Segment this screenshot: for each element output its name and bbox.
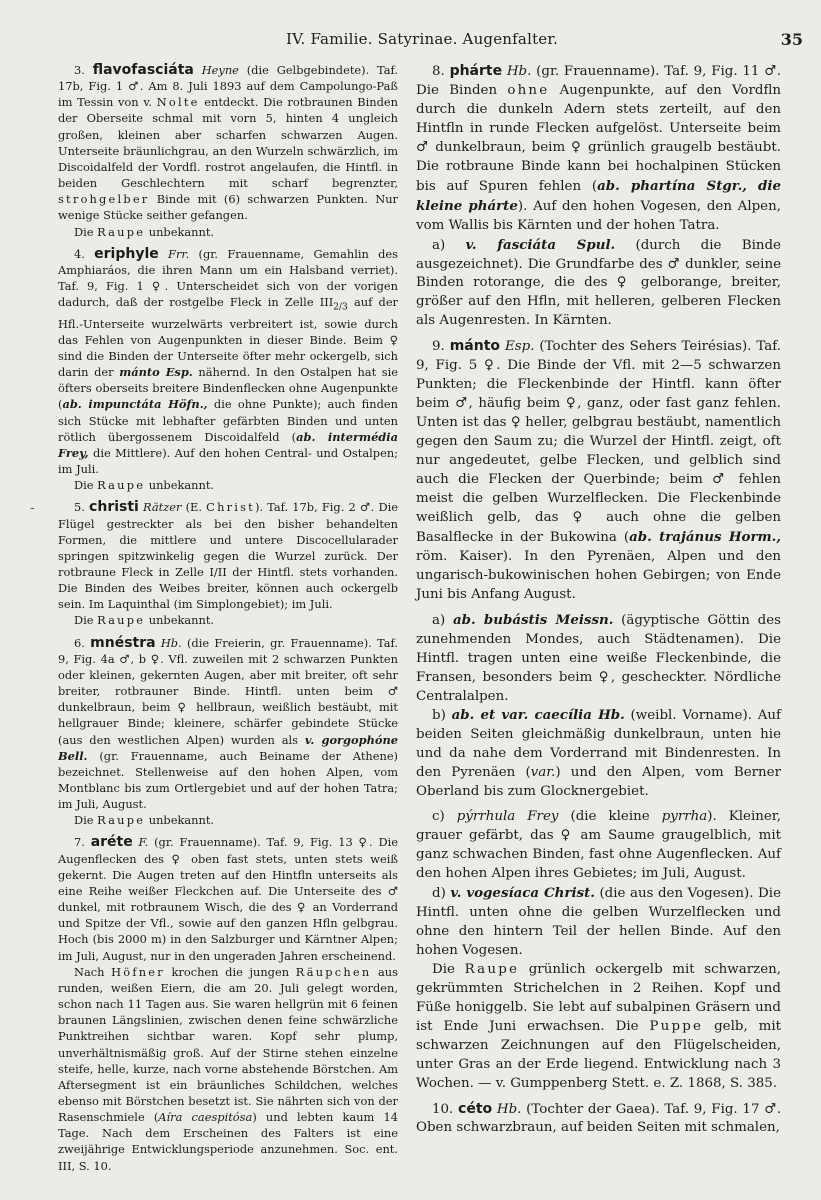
text: b) xyxy=(432,708,452,724)
description-text: auf der Hfl.-Unterseite wurzelwärts verbreitert ist, sowie durch das Fehlen von Augenpunkten in dieser Binde. Beim ♀ sind die Binden der Unterseite öfter mehr ockergelb, sich darin der xyxy=(58,295,399,380)
larva-label: Raupe xyxy=(464,961,520,977)
text: Die xyxy=(74,813,98,828)
text: c) xyxy=(432,809,457,825)
species-name: christi xyxy=(89,499,139,516)
text: unbekannt. xyxy=(145,224,215,239)
description-text: (die aus den Vogesen). Die Hintfl. unten ohne die gelben Wurzelflecken und ohne den hintern Teil der hellen Binde. Auf den hohen Vogesen. xyxy=(416,886,781,958)
description-text: (Tochter der Gaea). Taf. 9, Fig. 17 ♂. Oben schwarzbraun, auf beiden Seiten mit schmalen, xyxy=(416,1101,781,1136)
description-text: (gr. Frauenname). Taf. 9, Fig. 13 ♀. Die Augenflecken des ♀ oben fast stets, unten stets weiß gekernt. Die Augen treten auf den Hintfln unterseits als eine Reihe weißer Fleckchen auf. Die Unterseite des ♂ dunkel, mit rotbraunem Wisch, die des ♀ an Vorderrand und Spitze der Vfl., sowie auf den ganzen Hfln gelbgrau. Hoch (bis 2000 m) in den Salzburger und Kärntner Alpen; im Juli, August, nur in den ungeraden Jahren erscheinend. xyxy=(58,835,398,963)
description-text: ) und lebten kaum 14 Tage. Nach dem Erscheinen des Falters ist eine zweijährige Entwicklungsperiode anzunehmen. Soc. ent. III, S. 10. xyxy=(58,1110,398,1173)
species-name: flavofasciáta xyxy=(92,62,194,78)
description-text: die ohne Punkte); auch finden sich Stücke mit lebhafter gefärbten Binden und unten rötlich übergossenem Discoidalfeld ( xyxy=(58,397,398,444)
text: unbekannt. xyxy=(145,813,215,828)
person-name: Nolte xyxy=(156,95,200,110)
text: Die xyxy=(432,961,465,977)
description-text: (ägyptische Göttin des zunehmenden Mondes, auch Städtenamen). Die Hintfl. tragen unten eine weiße Fleckenbinde, die Fransen, besonders beim ♀, gescheckter. Nördliche Centralalpen. xyxy=(416,612,782,704)
larva-label: Räupchen xyxy=(295,964,372,979)
text: Die xyxy=(74,224,98,239)
left-column xyxy=(58,62,398,1174)
species-name: aréte xyxy=(90,834,133,851)
text: d) xyxy=(432,886,451,902)
entry-number: 9. xyxy=(432,339,450,355)
reference: pýrrhula Frey xyxy=(456,809,559,825)
species-name: mnéstra xyxy=(90,634,156,651)
page-header xyxy=(0,30,821,54)
larva-note xyxy=(58,612,398,628)
larva-note xyxy=(416,961,781,1094)
text: krochen die jungen xyxy=(164,964,296,979)
description-text: (durch die Binde ausgezeichnet). Die Grundfarbe des ♂ dunkler, seine Binden rotorange, die des ♀ gelborange, breiter, größer auf den Hfln, mit helleren, gelberen Flecken als Augenresten. In Kärnten. xyxy=(416,237,781,329)
plant-name: Aíra caespitósa xyxy=(158,1110,253,1125)
reference: ab. bubástis Meissn. xyxy=(452,611,614,628)
description-text: (Tochter des Sehers Teirésias). Taf. 9, Fig. 5 ♀. Die Binde der Vfl. mit 2—5 schwarzen Punkten; die Fleckenbinde der Hintfl. kann öfter beim ♂, häufig beim ♀, ganz, oder fast ganz fehlen. Unten ist das ♀ heller, gelbgrau bestäubt, namentlich gegen den Saum zu; die Wurzel der Hintfl. zeigt, oft nur angedeutet, gelbe Flecken, und gelblich sind auch die Flecken der Querbinde; beim ♂ fehlen meist die gelben Wurzelflecken. Die Fleckenbinde weißlich gelb, das ♀ auch ohne die gelben Basalflecke in der Bukowina ( xyxy=(416,339,781,545)
entry-eriphyle xyxy=(58,246,398,477)
variety-note xyxy=(416,706,781,802)
pupa-label: Puppe xyxy=(649,1018,704,1034)
species-name: eriphyle xyxy=(94,245,159,262)
species-name: céto xyxy=(458,1100,493,1117)
person-name: Höfner xyxy=(111,964,165,979)
person-name: Christ xyxy=(206,500,255,515)
emphasis-text: ohne xyxy=(507,82,550,98)
text xyxy=(159,247,168,261)
description-text: röm. Kaiser). In den Pyrenäen, Alpen und den ungarisch-bukowinischen hohen Gebirgen; von Ende Juni bis Anfang August. xyxy=(416,548,781,602)
larva-label: Raupe xyxy=(97,813,146,828)
reference: pyrrha xyxy=(661,809,708,825)
larva-note xyxy=(58,812,398,828)
species-author: Frr. xyxy=(168,246,190,261)
text: Nach xyxy=(74,964,112,979)
description-text: die Mittlere). Auf den hohen Central- und Ostalpen; im Juli. xyxy=(58,445,398,477)
description-text: (gr. Frauenname, Gemahlin des Amphiaráos, die ihren Mann um ein Halsband verriet). Taf. 9, Fig. 1 ♀. Unterscheidet sich von der vorigen dadurch, daß der rostgelbe Fleck in Zelle III xyxy=(58,246,398,310)
species-author: Hb. xyxy=(496,1101,522,1117)
text: unbekannt. xyxy=(145,613,215,628)
reference: ab. phartína Stgr., die kleine phárte xyxy=(416,177,781,214)
reference: v. vogesíaca Christ. xyxy=(450,885,595,902)
entry-mnestra xyxy=(58,635,398,813)
description-text: (die Gelbgebindete). Taf. 17b, Fig. 1 ♂. Am 8. Juli 1893 auf dem Campolungo-Paß im Tessin von v. xyxy=(58,63,398,110)
species-author: Rätzer xyxy=(143,500,182,515)
description-text: grünlich ockergelb mit schwarzen, gekrümmten Strichelchen in 2 Reihen. Kopf und Füße honiggelb. Sie lebt auf subalpinen Gräsern und ist Ende Juni erwachsen. Die xyxy=(416,961,781,1034)
reference: ab. impunctáta Höfn., xyxy=(62,397,208,412)
description-text: (E. xyxy=(181,500,207,515)
description-text: gelb, mit schwarzen Zeichnungen auf den Flügelscheiden, unter Gras an der Erde liegend. Entwicklung nach 3 Wochen. — v. Gumppenberg Stett. e. Z. 1868, S. 385. xyxy=(416,1018,781,1091)
margin-mark: - xyxy=(30,500,35,516)
text: Die xyxy=(74,478,98,493)
entry-number: 10. xyxy=(432,1101,459,1117)
entry-arete xyxy=(58,834,398,963)
right-column xyxy=(416,62,781,1138)
text: a) xyxy=(432,237,466,253)
variety-note xyxy=(416,808,781,884)
species-author: Heyne xyxy=(201,63,239,77)
entry-number: 8. xyxy=(432,64,450,79)
entry-manto xyxy=(416,337,781,604)
description-text: (gr. Frauenname). Taf. 9, Fig. 11 ♂. Die Binden xyxy=(416,64,781,98)
description-text: entdeckt. Die rotbraunen Binden der Oberseite schmal mit vorn 5, hinten 4 ungleich großen, kleinen aber scharfen schwarzen Augen. Unterseite bräunlichgrau, an den Wurzeln schwärzlich, im Discoidalfeld der Vordfl. rostrot angelaufen, die Hintfl. in beiden Geschlechtern mit scharf begrenzter, xyxy=(58,95,398,191)
running-title: IV. Familie. Satyrinae. Augenfalter. xyxy=(286,30,559,48)
species-author: Esp. xyxy=(504,339,535,355)
entry-number: 5. xyxy=(74,500,90,515)
reference: ab. trajánus Horm., xyxy=(629,528,781,545)
reference: v. gorgophóne Bell. xyxy=(58,732,398,763)
description-text: (gr. Frauenname, auch Beiname der Athene) bezeichnet. Stellenweise auf den hohen Alpen, vom Montblanc bis zum Ortlergebiet und auf der hohen Tatra; im Juli, August. xyxy=(58,748,398,812)
emphasis-text: strohgelber xyxy=(58,192,150,207)
entry-number: 4. xyxy=(74,246,95,261)
entry-number: 3. xyxy=(74,63,93,77)
description-text: Augenpunkte, auf den Vordfln durch die dunkeln Adern stets zerteilt, auf den Hintfln in runde Flecken aufgelöst. Unterseite beim ♂ dunkelbraun, beim ♀ grünlich graugelb bestäubt. Die rotbraune Binde kann bei hochalpinen Stücken bis auf Spuren fehlen ( xyxy=(416,82,782,194)
entry-ceto xyxy=(416,1100,781,1139)
larva-note xyxy=(58,477,398,493)
description-text: (die kleine xyxy=(558,809,662,825)
description-text: ). Auf den hohen Vogesen, den Alpen, vom Wallis bis Kärnten und der hohen Tatra. xyxy=(416,198,781,233)
variety-note xyxy=(416,611,781,707)
larva-label: Raupe xyxy=(97,613,146,628)
description-text: (weibl. Vorname). Auf beiden Seiten gleichmäßig dunkelbraun, unten hie und da nahe dem Vorderrand mit Bindenresten. In den Pyrenäen ( xyxy=(416,708,781,781)
larva-note xyxy=(58,964,398,1174)
entry-christi xyxy=(58,499,398,612)
reference: var. xyxy=(530,765,556,781)
description-text: (die Freierin, gr. Frauenname). Taf. 9, Fig. 4a ♂, b ♀. Vfl. zuweilen mit 2 schwarzen Punkten oder kleinen, gekernten Augen, aber mit breiter, oft sehr breiter, rotbrauner Binde. Hintfl. unten beim ♂ dunkelbraun, beim ♀ hellbraun, weißlich bestäubt, mit hellgrauer Binde; kleinere, schärfer gebindete Stücke (aus den westlichen Alpen) wurden als xyxy=(58,635,398,747)
species-name: mánto xyxy=(449,338,501,355)
description-text: ) und den Alpen, vom Berner Oberland bis zum Glocknergebiet. xyxy=(416,765,781,800)
text: a) xyxy=(432,612,453,628)
reference: ab. intermédia Frey, xyxy=(58,429,398,460)
entry-flavofasciata xyxy=(58,62,398,224)
text xyxy=(194,63,202,77)
entry-number: 7. xyxy=(74,835,91,850)
entry-number: 6. xyxy=(74,635,91,650)
variety-note xyxy=(416,236,781,332)
reference: ab. et var. caecília Hb. xyxy=(451,707,625,724)
subscript: 2/3 xyxy=(333,302,348,313)
larva-label: Raupe xyxy=(97,224,146,239)
description-text: Binde mit (6) schwarzen Punkten. Nur wenige Stücke seither gefangen. xyxy=(58,192,398,223)
species-author: Hb. xyxy=(160,635,182,650)
larva-label: Raupe xyxy=(97,478,146,493)
description-text: ). Taf. 17b, Fig. 2 ♂. Die Flügel gestreckter als bei den bisher behandelten Formen, die mittlere und untere Discocellularader springen spitzwinkelig gegen die Wurzel zurück. Der rotbraune Fleck in Zelle I/II der Hintfl. stets vorhanden. Die Binden des Weibes breiter, können auch ockergelb sein. Im Laquinthal (im Simplongebiet); im Juli. xyxy=(58,500,398,612)
species-author: Hb. xyxy=(506,64,532,79)
larva-note xyxy=(58,224,398,240)
variety-note xyxy=(416,884,781,961)
text: unbekannt. xyxy=(145,478,215,493)
entry-pharte xyxy=(416,62,781,236)
species-name: phárte xyxy=(449,63,503,79)
page-number: 35 xyxy=(780,30,803,49)
text: Die xyxy=(74,613,98,628)
reference: v. fasciáta Spul. xyxy=(465,236,616,253)
description-text: aus runden, weißen Eiern, die am 20. Juli gelegt worden, schon nach 11 Tagen aus. Sie waren hellgrün mit 6 feinen braunen Längslinien, zwischen denen feine schwärzliche Punktreihen sichtbar waren. Kopf sehr plump, unverhältnismäßig groß. Auf der Stirne stehen einzelne steife, helle, kurze, nach vorne abstehende Börstchen. Am Aftersegment ist ein bräunliches Schildchen, welches ebenso mit Börstchen besetzt ist. Sie nährten sich von der Rasenschmiele ( xyxy=(58,964,398,1125)
species-author: F. xyxy=(138,835,149,850)
description-text: nähernd. In den Ostalpen hat sie öfters oberseits breitere Bindenflecken ohne Augenpunkte ( xyxy=(58,365,398,412)
description-text: ). Kleiner, grauer gefärbt, das ♀ am Saume graugelblich, mit ganz schwachen Binden, fast ohne Augenflecken. Auf den hohen Alpen ihres Gebietes; im Juli, August. xyxy=(416,809,781,882)
reference: mánto Esp. xyxy=(119,365,193,380)
